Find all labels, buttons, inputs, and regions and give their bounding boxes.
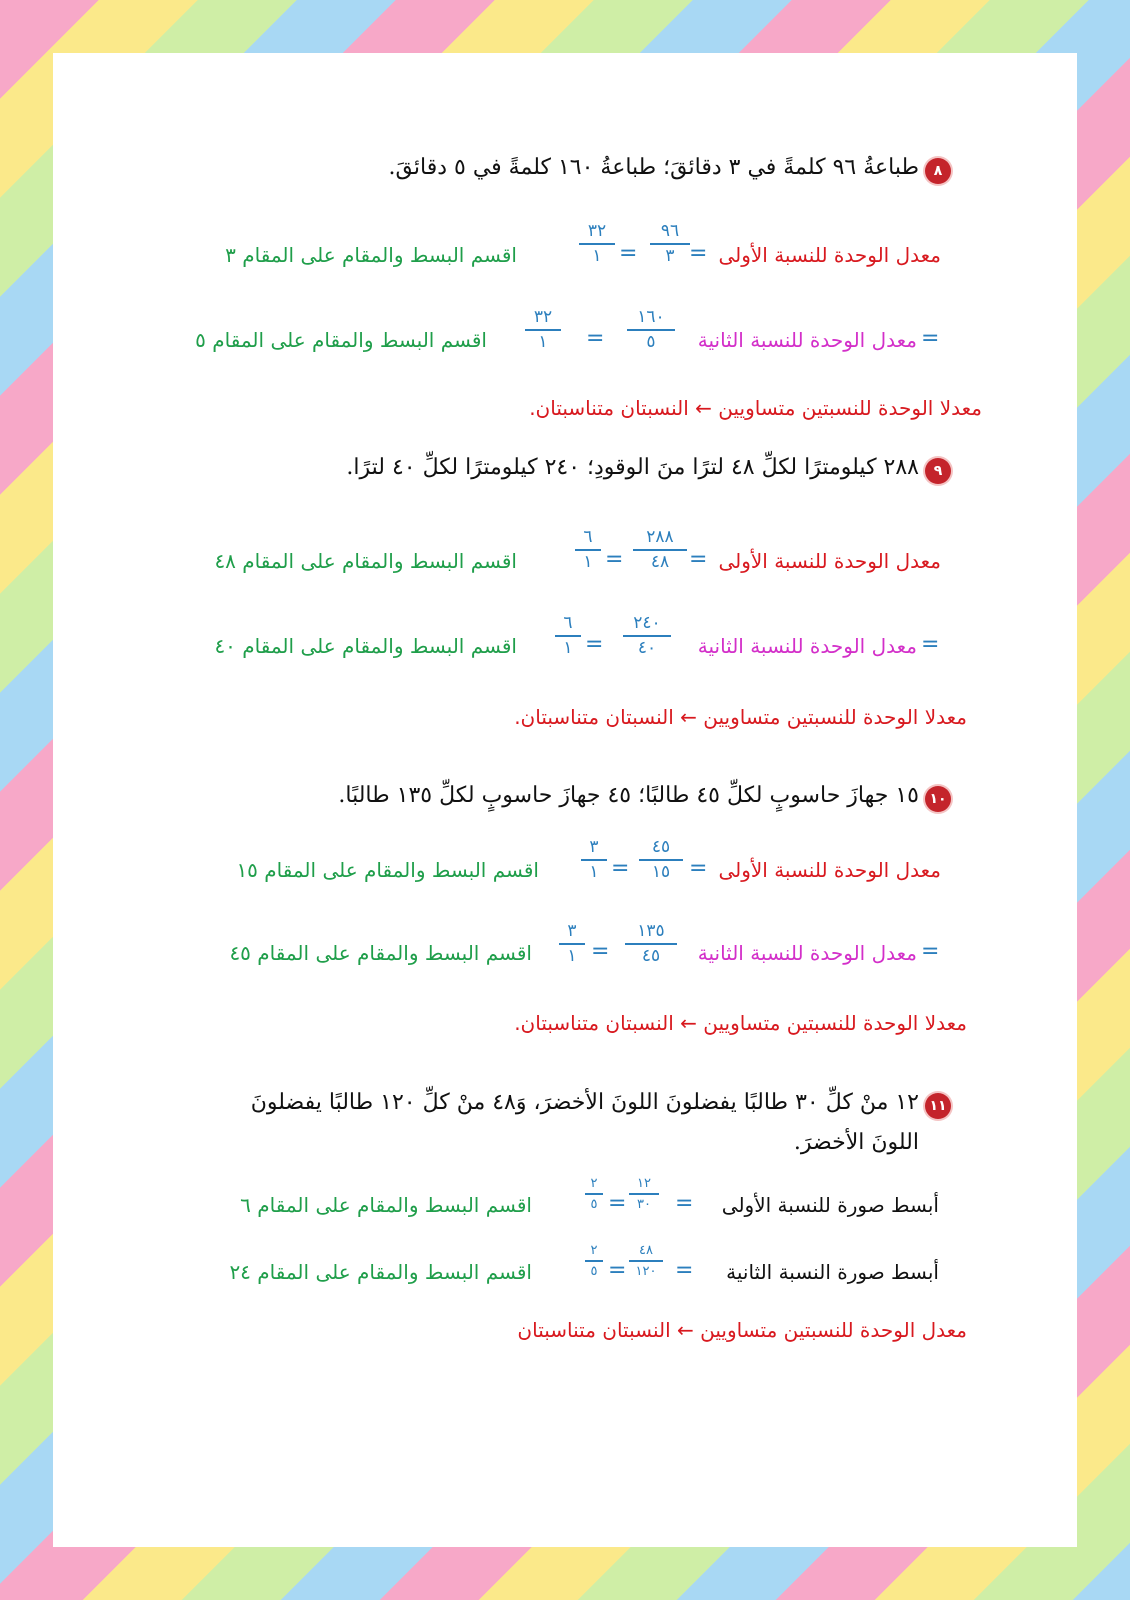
problem-question-line2: اللونَ الأخضرَ. [793, 1130, 919, 1155]
problem-question: ١٢ منْ كلِّ ٣٠ طالبًا يفضلونَ اللونَ الأخضرَ، وَ٤٨ منْ كلِّ ١٢٠ طالبًا يفضلونَ [250, 1090, 919, 1115]
equals-sign: = [608, 1191, 627, 1216]
row-label: أبسط صورة النسبة الثانية [726, 1260, 939, 1284]
fraction: ٢٤٠ ٤٠ [623, 615, 671, 657]
problem-question: ١٥ جهازَ حاسوبٍ لكلِّ ٤٥ طالبًا؛ ٤٥ جهازَ حاسوبٍ لكلِّ ١٣٥ طالبًا. [338, 783, 919, 808]
conclusion-text: معدلا الوحدة للنسبتين متساويين ← النسبتان متناسبتان. [514, 1011, 967, 1035]
row-label: معدل الوحدة للنسبة الثانية [697, 328, 917, 352]
hint-text: اقسم البسط والمقام على المقام ٢٤ [229, 1260, 532, 1284]
equals-sign: = [921, 326, 940, 351]
row-label: معدل الوحدة للنسبة الأولى [718, 858, 941, 882]
hint-text: اقسم البسط والمقام على المقام ٤٨ [214, 549, 517, 573]
fraction: ٦ ١ [555, 615, 581, 657]
worksheet-page [53, 53, 1077, 1547]
equals-sign: = [675, 1191, 694, 1216]
conclusion-text: معدل الوحدة للنسبتين متساويين ← النسبتان متناسبتان [517, 1318, 967, 1342]
equals-sign: = [689, 241, 708, 266]
equals-sign: = [586, 326, 605, 351]
hint-text: اقسم البسط والمقام على المقام ٣ [225, 243, 517, 267]
row-label: أبسط صورة للنسبة الأولى [721, 1193, 939, 1217]
equals-sign: = [611, 856, 630, 881]
equals-sign: = [591, 939, 610, 964]
problem-number-badge: ٩ [925, 458, 951, 484]
fraction: ٢ ٥ [585, 1244, 603, 1278]
conclusion-text: معدلا الوحدة للنسبتين متساويين ← النسبتان متناسبتان. [514, 705, 967, 729]
problem-question: طباعةُ ٩٦ كلمةً في ٣ دقائقَ؛ طباعةُ ١٦٠ كلمةً في ٥ دقائقَ. [388, 155, 919, 180]
fraction: ٣٢ ١ [525, 309, 561, 351]
fraction: ٣٢ ١ [579, 223, 615, 265]
problem-number-badge: ١١ [925, 1093, 951, 1119]
fraction: ٩٦ ٣ [650, 223, 690, 265]
equals-sign: = [605, 547, 624, 572]
fraction: ٤٥ ١٥ [639, 839, 683, 881]
fraction: ١٣٥ ٤٥ [625, 923, 677, 965]
problem-question: ٢٨٨ كيلومترًا لكلِّ ٤٨ لترًا منَ الوقودِ؛ ٢٤٠ كيلومترًا لكلِّ ٤٠ لترًا. [346, 455, 919, 480]
equals-sign: = [921, 632, 940, 657]
problem-number-badge: ١٠ [925, 786, 951, 812]
equals-sign: = [608, 1258, 627, 1283]
fraction: ١٢ ٣٠ [629, 1177, 659, 1211]
equals-sign: = [585, 632, 604, 657]
fraction: ٢ ٥ [585, 1177, 603, 1211]
hint-text: اقسم البسط والمقام على المقام ١٥ [236, 858, 539, 882]
equals-sign: = [921, 939, 940, 964]
fraction: ٣ ١ [581, 839, 607, 881]
equals-sign: = [689, 856, 708, 881]
equals-sign: = [689, 547, 708, 572]
equals-sign: = [619, 241, 638, 266]
hint-text: اقسم البسط والمقام على المقام ٦ [240, 1193, 532, 1217]
row-label: معدل الوحدة للنسبة الأولى [718, 549, 941, 573]
row-label: معدل الوحدة للنسبة الأولى [718, 243, 941, 267]
equals-sign: = [675, 1258, 694, 1283]
fraction: ٦ ١ [575, 529, 601, 571]
fraction: ٤٨ ١٢٠ [629, 1244, 663, 1278]
fraction: ٢٨٨ ٤٨ [633, 529, 687, 571]
row-label: معدل الوحدة للنسبة الثانية [697, 634, 917, 658]
problem-number-badge: ٨ [925, 158, 951, 184]
hint-text: اقسم البسط والمقام على المقام ٤٠ [214, 634, 517, 658]
hint-text: اقسم البسط والمقام على المقام ٤٥ [229, 941, 532, 965]
row-label: معدل الوحدة للنسبة الثانية [697, 941, 917, 965]
conclusion-text: معدلا الوحدة للنسبتين متساويين ← النسبتان متناسبتان. [529, 396, 982, 420]
fraction: ١٦٠ ٥ [627, 309, 675, 351]
fraction: ٣ ١ [559, 923, 585, 965]
hint-text: اقسم البسط والمقام على المقام ٥ [195, 328, 487, 352]
